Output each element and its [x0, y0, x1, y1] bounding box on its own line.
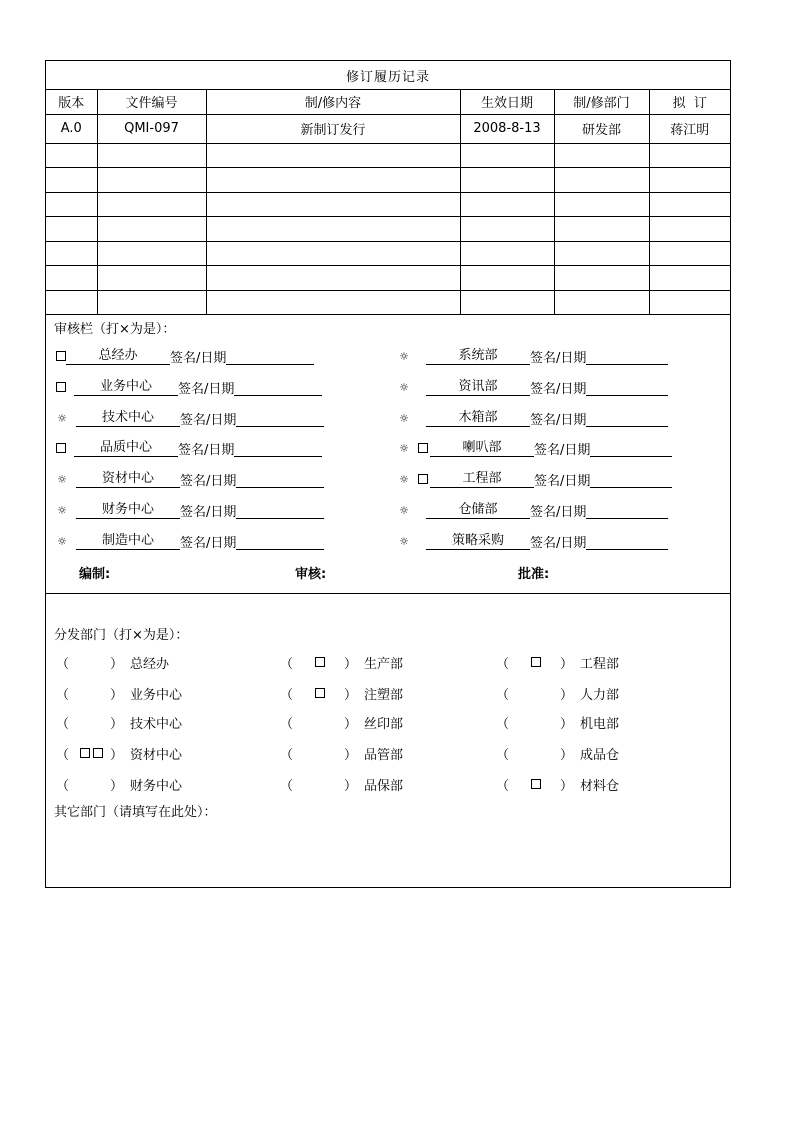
- sun-bullet-icon: ☼: [399, 349, 409, 363]
- sign-date-label: 签名/日期: [178, 442, 235, 458]
- review-dept: 资讯部: [426, 379, 530, 396]
- cell-content[interactable]: [206, 266, 460, 291]
- distribution-dept: 机电部: [580, 716, 620, 732]
- cell-dept[interactable]: 研发部: [554, 114, 649, 143]
- review-dept: 仓储部: [426, 502, 530, 519]
- cell-drafter[interactable]: 蒋江明: [649, 114, 730, 143]
- cell-drafter[interactable]: [649, 241, 730, 266]
- header-doc-no: 文件编号: [97, 90, 206, 115]
- checkbox[interactable]: [56, 351, 66, 361]
- cell-content[interactable]: [206, 192, 460, 217]
- cell-effective-date[interactable]: [460, 290, 554, 315]
- review-row: [56, 500, 324, 520]
- review-dept: 木箱部: [426, 410, 530, 427]
- checkbox[interactable]: [531, 779, 541, 789]
- sign-date-label: 签名/日期: [178, 381, 235, 397]
- revision-table: [46, 61, 730, 315]
- distribution-item: （ ） 机电部: [496, 712, 619, 732]
- cell-drafter[interactable]: [649, 217, 730, 242]
- sun-bullet-icon: ☼: [399, 534, 409, 548]
- review-dept: 工程部: [430, 471, 534, 488]
- cell-dept[interactable]: [554, 143, 649, 168]
- table-row: [46, 217, 730, 242]
- cell-effective-date[interactable]: [460, 168, 554, 193]
- cell-version[interactable]: [46, 266, 97, 291]
- signature-line[interactable]: [590, 471, 672, 488]
- table-row: [46, 114, 730, 143]
- cell-effective-date[interactable]: [460, 241, 554, 266]
- review-row: [398, 469, 672, 489]
- cell-content[interactable]: [206, 143, 460, 168]
- distribution-dept: 成品仓: [580, 747, 620, 763]
- cell-dept[interactable]: [554, 241, 649, 266]
- review-dept: 总经办: [66, 348, 170, 365]
- cell-drafter[interactable]: [649, 290, 730, 315]
- checkbox[interactable]: [80, 748, 90, 758]
- signature-line[interactable]: [236, 502, 324, 519]
- review-dept: 品质中心: [74, 440, 178, 457]
- distribution-item: （ ） 生产部: [280, 652, 403, 672]
- section-divider: [46, 593, 730, 594]
- distribution-item: （ ） 技术中心: [56, 712, 182, 732]
- cell-doc-no[interactable]: [97, 241, 206, 266]
- table-row: [46, 266, 730, 291]
- distribution-item: （ ） 丝印部: [280, 712, 403, 732]
- cell-dept[interactable]: [554, 290, 649, 315]
- signature-line[interactable]: [234, 379, 322, 396]
- distribution-dept: 总经办: [130, 656, 170, 672]
- distribution-dept: 财务中心: [130, 778, 183, 794]
- table-header-row: [46, 90, 730, 115]
- signature-line[interactable]: [590, 440, 672, 457]
- distribution-item: （ ） 材料仓: [496, 774, 619, 794]
- cell-doc-no[interactable]: [97, 217, 206, 242]
- review-dept: 喇叭部: [430, 440, 534, 457]
- table-row: [46, 290, 730, 315]
- cell-dept[interactable]: [554, 217, 649, 242]
- checkbox[interactable]: [418, 474, 428, 484]
- sun-bullet-icon: ☼: [399, 411, 409, 425]
- distribution-item: （ ） 工程部: [496, 652, 619, 672]
- cell-effective-date[interactable]: [460, 143, 554, 168]
- review-row: [56, 408, 324, 428]
- cell-effective-date[interactable]: [460, 217, 554, 242]
- review-sign-label: 审核:: [295, 566, 327, 582]
- cell-dept[interactable]: [554, 266, 649, 291]
- cell-version[interactable]: [46, 241, 97, 266]
- prepare-label: 编制:: [79, 566, 111, 582]
- signature-line[interactable]: [236, 533, 324, 550]
- header-content: 制/修内容: [206, 90, 460, 115]
- distribution-item: （ ） 人力部: [496, 683, 619, 703]
- checkbox-slot[interactable]: [72, 748, 110, 758]
- signature-line[interactable]: [236, 471, 324, 488]
- review-row: [56, 346, 314, 366]
- checkbox[interactable]: [93, 748, 103, 758]
- cell-version[interactable]: [46, 168, 97, 193]
- sign-date-label: 签名/日期: [170, 350, 227, 366]
- distribution-dept: 业务中心: [130, 687, 183, 703]
- review-row: [398, 500, 668, 520]
- cell-doc-no[interactable]: [97, 290, 206, 315]
- cell-effective-date[interactable]: [460, 266, 554, 291]
- checkbox-slot[interactable]: [296, 688, 344, 698]
- signature-line[interactable]: [236, 410, 324, 427]
- checkbox[interactable]: [56, 382, 66, 392]
- sign-date-label: 签名/日期: [530, 504, 587, 520]
- distribution-item: （ ） 品保部: [280, 774, 403, 794]
- cell-doc-no[interactable]: [97, 192, 206, 217]
- table-title-row: [46, 61, 730, 90]
- other-dept-label: 其它部门（请填写在此处）：: [54, 805, 217, 820]
- cell-doc-no[interactable]: [97, 143, 206, 168]
- distribution-dept: 技术中心: [130, 716, 183, 732]
- review-dept: 制造中心: [76, 533, 180, 550]
- sign-date-label: 签名/日期: [180, 412, 237, 428]
- approve-label: 批准:: [518, 566, 550, 582]
- distribution-label: 分发部门（打×为是）：: [54, 628, 189, 643]
- sign-date-label: 签名/日期: [180, 535, 237, 551]
- table-row: [46, 143, 730, 168]
- cell-content[interactable]: 新制订发行: [206, 114, 460, 143]
- distribution-item: （ ） 业务中心: [56, 683, 182, 703]
- distribution-item: （ ） 资材中心: [56, 743, 182, 763]
- review-label: 审核栏（打×为是）：: [54, 322, 176, 337]
- review-dept: 技术中心: [76, 410, 180, 427]
- sign-date-label: 签名/日期: [180, 473, 237, 489]
- checkbox-slot[interactable]: [512, 779, 560, 789]
- review-row: [398, 438, 672, 458]
- sun-bullet-icon: ☼: [399, 441, 409, 455]
- cell-effective-date[interactable]: [460, 192, 554, 217]
- cell-version[interactable]: [46, 192, 97, 217]
- distribution-dept: 品保部: [364, 778, 404, 794]
- header-dept: 制/修部门: [554, 90, 649, 115]
- distribution-item: （ ） 注塑部: [280, 683, 403, 703]
- sun-bullet-icon: ☼: [399, 503, 409, 517]
- cell-content[interactable]: [206, 241, 460, 266]
- checkbox[interactable]: [315, 688, 325, 698]
- sun-bullet-icon: ☼: [57, 472, 67, 486]
- cell-doc-no[interactable]: [97, 266, 206, 291]
- review-dept: 系统部: [426, 348, 530, 365]
- review-row: [56, 469, 324, 489]
- cell-version[interactable]: A.0: [46, 114, 97, 143]
- header-effective-date: 生效日期: [460, 90, 554, 115]
- sign-date-label: 签名/日期: [530, 350, 587, 366]
- distribution-item: （ ） 总经办: [56, 652, 169, 672]
- table-title: 修订履历记录: [46, 61, 730, 90]
- header-version: 版本: [46, 90, 97, 115]
- checkbox-slot[interactable]: [296, 657, 344, 667]
- cell-doc-no[interactable]: [97, 168, 206, 193]
- distribution-dept: 生产部: [364, 656, 404, 672]
- sign-date-label: 签名/日期: [530, 381, 587, 397]
- signature-line[interactable]: [234, 440, 322, 457]
- cell-doc-no[interactable]: QMI-097: [97, 114, 206, 143]
- cell-drafter[interactable]: [649, 168, 730, 193]
- review-row: [56, 377, 322, 397]
- review-row: [398, 346, 668, 366]
- sign-date-label: 签名/日期: [180, 504, 237, 520]
- review-row: [56, 438, 322, 458]
- checkbox[interactable]: [315, 657, 325, 667]
- checkbox[interactable]: [56, 443, 66, 453]
- sign-date-label: 签名/日期: [534, 442, 591, 458]
- sign-date-label: 签名/日期: [530, 535, 587, 551]
- distribution-dept: 品管部: [364, 747, 404, 763]
- distribution-dept: 材料仓: [580, 778, 620, 794]
- distribution-dept: 资材中心: [130, 747, 183, 763]
- distribution-dept: 工程部: [580, 656, 620, 672]
- cell-content[interactable]: [206, 217, 460, 242]
- sun-bullet-icon: ☼: [57, 503, 67, 517]
- checkbox[interactable]: [418, 443, 428, 453]
- cell-dept[interactable]: [554, 192, 649, 217]
- cell-drafter[interactable]: [649, 143, 730, 168]
- distribution-item: （ ） 成品仓: [496, 743, 619, 763]
- signature-line[interactable]: [586, 348, 668, 365]
- cell-drafter[interactable]: [649, 266, 730, 291]
- signature-line[interactable]: [586, 502, 668, 519]
- distribution-item: （ ） 品管部: [280, 743, 403, 763]
- distribution-dept: 丝印部: [364, 716, 404, 732]
- signature-line[interactable]: [586, 410, 668, 427]
- cell-dept[interactable]: [554, 168, 649, 193]
- revision-form: [45, 60, 731, 888]
- review-row: [398, 531, 668, 551]
- sun-bullet-icon: ☼: [399, 472, 409, 486]
- review-row: [56, 531, 324, 551]
- cell-effective-date[interactable]: 2008-8-13: [460, 114, 554, 143]
- signature-line[interactable]: [586, 379, 668, 396]
- cell-version[interactable]: [46, 217, 97, 242]
- signature-line[interactable]: [226, 348, 314, 365]
- review-dept: 业务中心: [74, 379, 178, 396]
- table-row: [46, 192, 730, 217]
- sign-date-label: 签名/日期: [530, 412, 587, 428]
- checkbox-slot[interactable]: [512, 657, 560, 667]
- distribution-dept: 人力部: [580, 687, 620, 703]
- review-row: [398, 408, 668, 428]
- review-dept: 策略采购: [426, 533, 530, 550]
- checkbox[interactable]: [531, 657, 541, 667]
- cell-content[interactable]: [206, 168, 460, 193]
- cell-drafter[interactable]: [649, 192, 730, 217]
- table-row: [46, 168, 730, 193]
- table-row: [46, 241, 730, 266]
- sun-bullet-icon: ☼: [57, 534, 67, 548]
- review-dept: 资材中心: [76, 471, 180, 488]
- distribution-item: （ ） 财务中心: [56, 774, 182, 794]
- review-dept: 财务中心: [76, 502, 180, 519]
- sun-bullet-icon: ☼: [399, 380, 409, 394]
- sign-date-label: 签名/日期: [534, 473, 591, 489]
- sun-bullet-icon: ☼: [57, 411, 67, 425]
- cell-version[interactable]: [46, 290, 97, 315]
- review-row: [398, 377, 668, 397]
- cell-content[interactable]: [206, 290, 460, 315]
- cell-version[interactable]: [46, 143, 97, 168]
- distribution-dept: 注塑部: [364, 687, 404, 703]
- header-drafter: 拟 订: [649, 90, 730, 115]
- signature-line[interactable]: [586, 533, 668, 550]
